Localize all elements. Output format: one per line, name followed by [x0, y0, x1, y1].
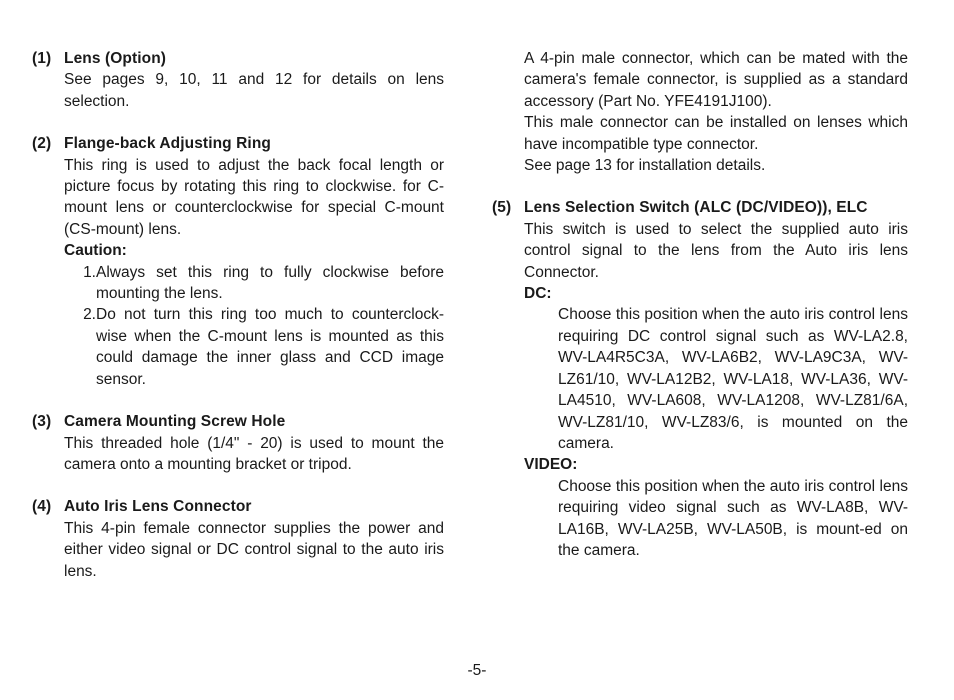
connector-intro — [492, 48, 908, 176]
left-column — [32, 48, 444, 603]
section-body: This ring is used to adjust the back focal length or picture focus by rotating this ring to clockwise. for C-mount lens or counterclockwise for special C-mount (CS-mount) lens. — [64, 156, 444, 238]
section-heading — [32, 496, 444, 517]
section-flange-back-ring — [32, 133, 444, 390]
video-description: Choose this position when the auto iris control lens requiring video signal such as WV-LA8B, WV-LA16B, WV-LA25B, WV-LA50B, is mount-ed on the camera. — [558, 477, 908, 559]
right-column — [492, 48, 908, 582]
section-body: See pages 9, 10, 11 and 12 for details on lens selection. — [64, 71, 444, 110]
section-lens — [32, 48, 444, 112]
section-number: (2) — [32, 135, 52, 153]
section-number: (4) — [32, 498, 52, 516]
section-heading — [32, 411, 444, 432]
section-heading — [492, 197, 908, 218]
intro-paragraph: This male connector can be installed on lenses which have incompatible type connector. — [524, 114, 908, 153]
section-number: (5) — [492, 199, 512, 217]
section-auto-iris-connector — [32, 496, 444, 582]
section-lens-selection-switch — [492, 197, 908, 561]
dc-label: DC: — [524, 285, 552, 303]
caution-label: Caution: — [64, 242, 127, 260]
list-item — [64, 304, 444, 390]
section-title: Lens Selection Switch (ALC (DC/VIDEO)), ELC — [524, 199, 868, 217]
section-heading — [32, 48, 444, 69]
video-label: VIDEO: — [524, 456, 578, 474]
intro-paragraph: See page 13 for installation details. — [524, 157, 766, 175]
section-body: This 4-pin female connector supplies the power and either video signal or DC control signal to the auto iris lens. — [64, 519, 444, 580]
intro-paragraph: A 4-pin male connector, which can be mated with the camera's female connector, is supplied as a standard accessory (Part No. YFE4191J100). — [524, 50, 908, 110]
section-title: Lens (Option) — [64, 50, 167, 67]
section-title: Flange-back Adjusting Ring — [64, 135, 271, 153]
list-item — [64, 262, 444, 305]
section-number: (3) — [32, 413, 52, 431]
section-number: (1) — [32, 50, 52, 67]
section-body: This threaded hole (1/4" - 20) is used to mount the camera onto a mounting bracket or tripod. — [64, 434, 444, 473]
list-item-text: Always set this ring to fully clockwise before mounting the lens. — [96, 263, 444, 303]
section-title: Camera Mounting Screw Hole — [64, 413, 286, 431]
section-heading — [32, 133, 444, 154]
list-item-number: 2. — [83, 306, 96, 324]
page-number: -5- — [467, 662, 487, 679]
caution-list — [64, 262, 444, 390]
list-item-number: 1. — [83, 263, 96, 281]
dc-description: Choose this position when the auto iris control lens requiring DC control signal such as WV-LA2.8, WV-LA4R5C3A, WV-LA6B2, WV-LA9C3A, WV-LZ61/10, WV-LA12B2, WV-LA18, WV-LA36, WV-LA4510, WV-LA608, WV-LA1208, WV-LZ81/6A, WV-LZ81/10, WV-LZ83/6, is mounted on the camera. — [558, 306, 908, 452]
section-mounting-screw-hole — [32, 411, 444, 475]
section-body: This switch is used to select the supplied auto iris control signal to the lens from the Auto iris lens Connector. — [524, 220, 908, 281]
list-item-text: Do not turn this ring too much to counterclock-wise when the C-mount lens is mounted as this could damage the inner glass and CCD image sensor. — [96, 306, 444, 388]
section-title: Auto Iris Lens Connector — [64, 498, 252, 516]
